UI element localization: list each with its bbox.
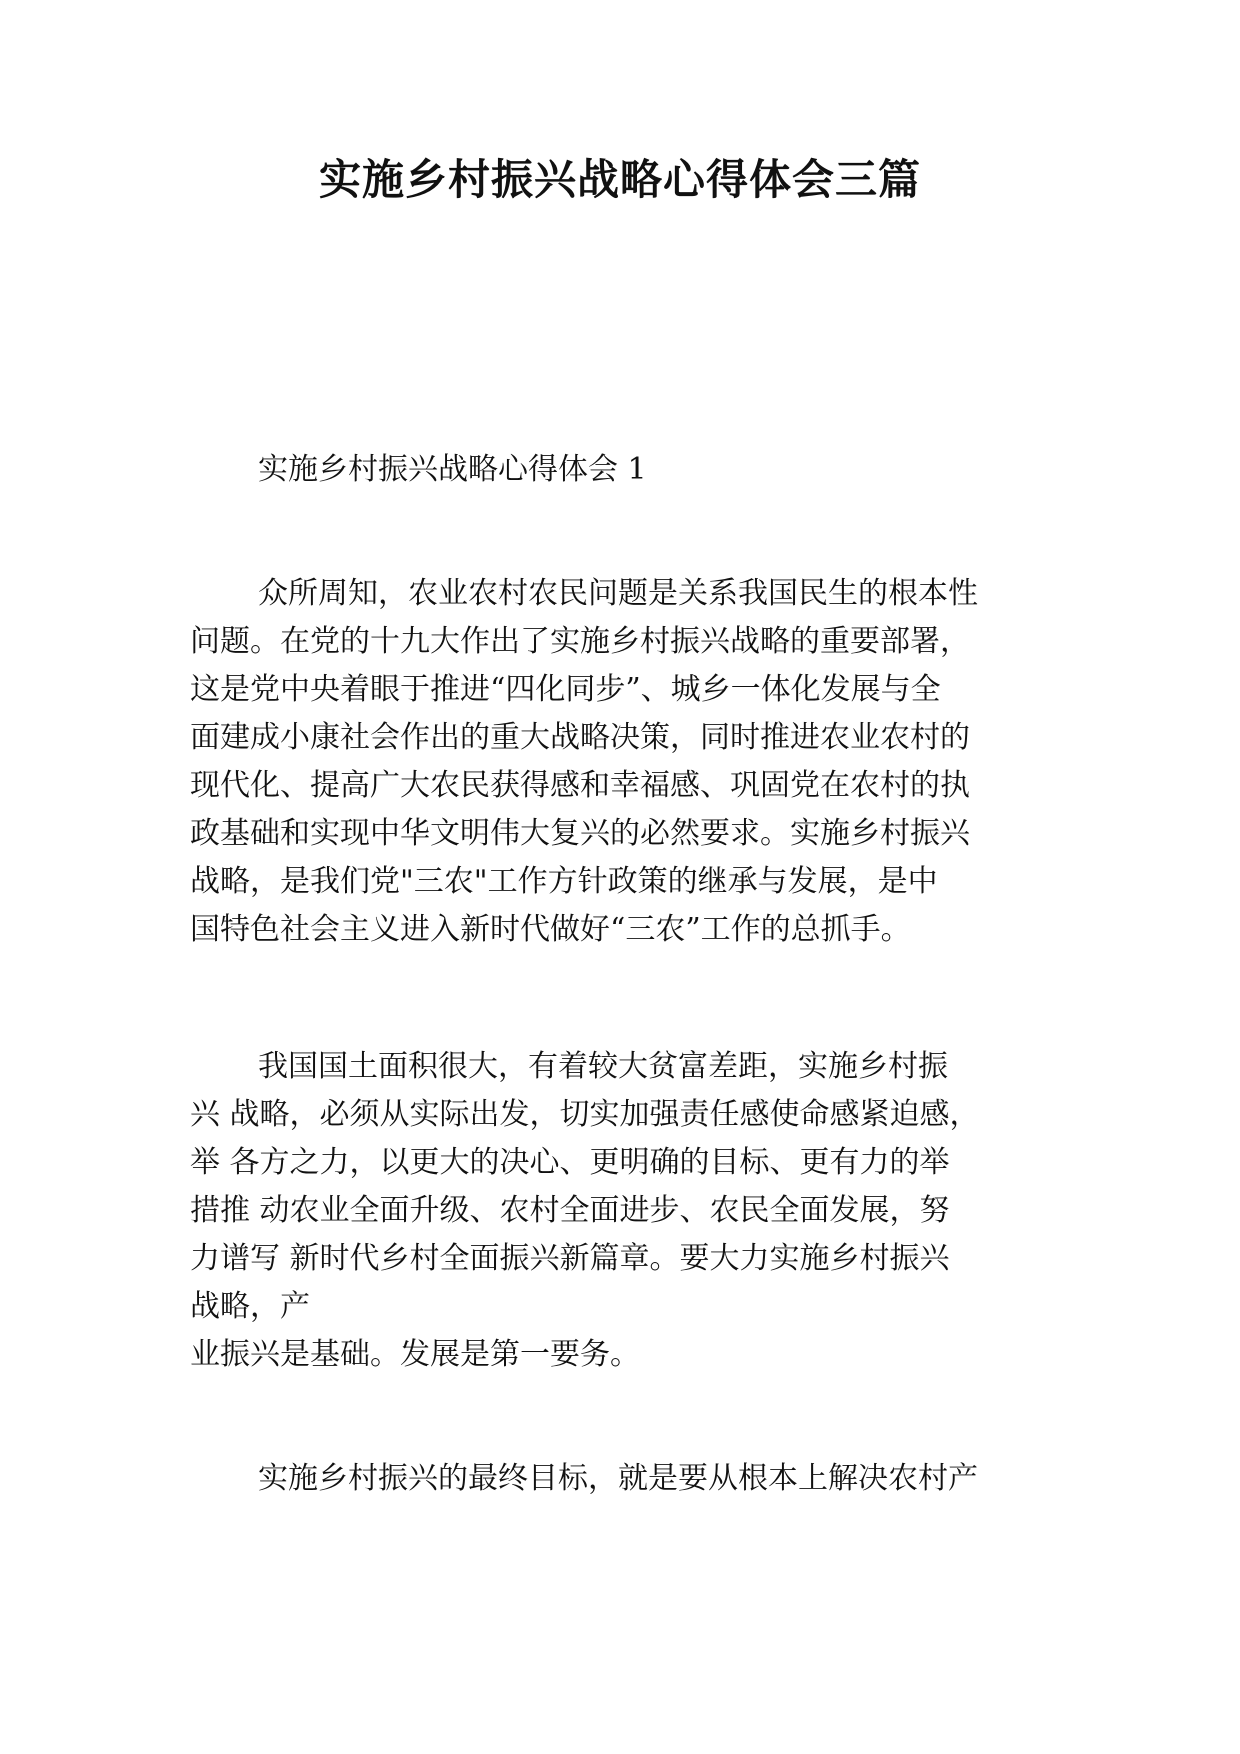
- paragraph-1: [190, 570, 1070, 954]
- paragraph-line: 问题。在党的十九大作出了实施乡村振兴战略的重要部署，: [190, 624, 970, 659]
- paragraph-line: 政基础和实现中华文明伟大复兴的必然要求。实施乡村振兴: [190, 816, 970, 851]
- paragraph-line: 举 各方之力，以更大的决心、更明确的目标、更有力的举: [190, 1145, 950, 1180]
- paragraph-line: 兴 战略，必须从实际出发，切实加强责任感使命感紧迫感，: [190, 1097, 980, 1132]
- paragraph-2: [190, 1043, 1070, 1379]
- paragraph-line: 措推 动农业全面升级、农村全面进步、农民全面发展，努: [190, 1193, 950, 1228]
- paragraph-line: 实施乡村振兴的最终目标，就是要从根本上解决农村产: [258, 1461, 978, 1496]
- paragraph-line: 众所周知，农业农村农民问题是关系我国民生的根本性: [258, 576, 978, 611]
- paragraph-line: 国特色社会主义进入新时代做好“三农”工作的总抓手。: [190, 912, 911, 947]
- paragraph-line: 现代化、提高广大农民获得感和幸福感、巩固党在农村的执: [190, 768, 970, 803]
- paragraph-line: 力谱写 新时代乡村全面振兴新篇章。要大力实施乡村振兴: [190, 1241, 950, 1276]
- paragraph-line: 战略，产: [190, 1289, 310, 1324]
- section-heading: 实施乡村振兴战略心得体会 1: [258, 452, 647, 487]
- paragraph-line: 面建成小康社会作出的重大战略决策，同时推进农业农村的: [190, 720, 970, 755]
- paragraph-line: 我国国土面积很大，有着较大贫富差距，实施乡村振: [258, 1049, 948, 1084]
- page-title: 实施乡村振兴战略心得体会三篇: [318, 155, 921, 204]
- paragraph-line: 业振兴是基础。发展是第一要务。: [190, 1337, 640, 1372]
- paragraph-line: 战略，是我们党"三农"工作方针政策的继承与发展，是中: [190, 864, 938, 899]
- paragraph-3: [190, 1455, 1070, 1503]
- paragraph-line: 这是党中央着眼于推进“四化同步”、城乡一体化发展与全: [190, 672, 941, 707]
